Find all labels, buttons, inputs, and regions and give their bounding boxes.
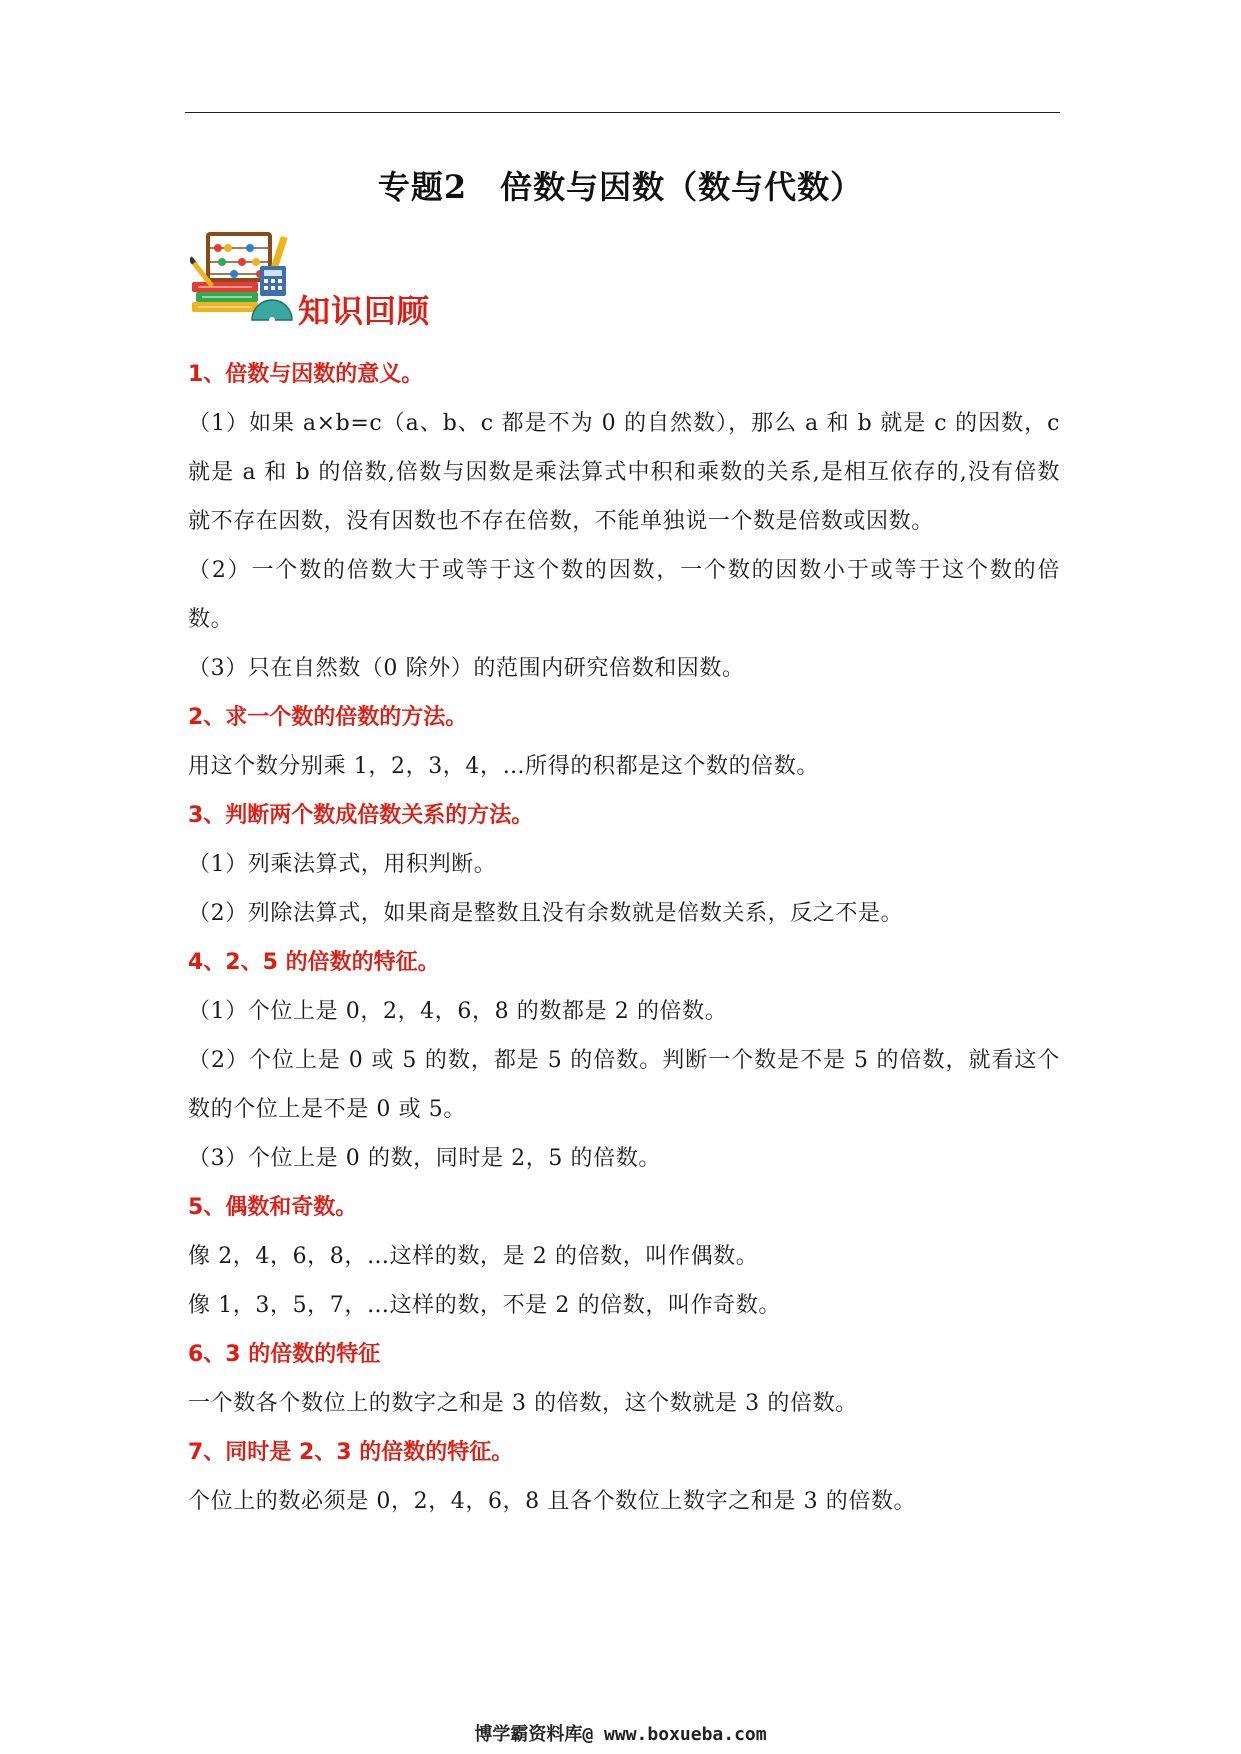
page-title: 专题2 倍数与因数（数与代数） [377,168,864,206]
footer-watermark: 博学霸资料库@ www.boxueba.com [474,1724,767,1745]
section-7 [188,1428,1060,1526]
review-title: 知识回顾 [298,292,431,330]
paragraph: （3）个位上是 0 的数，同时是 2，5 的倍数。 [188,1146,661,1171]
section-heading: 1、倍数与因数的意义。 [188,362,424,387]
header-rule [185,112,1060,113]
abacus-books-icon [190,228,300,328]
paragraph: （1）如果 a×b=c（a、b、c 都是不为 0 的自然数），那么 a 和 b 就是 c 的因数，c 就是 a 和 b 的倍数,倍数与因数是乘法算式中积和乘数的关系,是相互依存的,没有倍数就不存在因数，没有因数也不存在倍数，不能单独说一个数是倍数或因数。 [188,411,1060,534]
section-heading: 7、同时是 2、3 的倍数的特征。 [188,1440,514,1465]
paragraph: （1）个位上是 0，2，4，6，8 的数都是 2 的倍数。 [188,999,728,1024]
knowledge-review-banner [190,228,450,333]
section-heading: 6、3 的倍数的特征 [188,1342,381,1367]
section-6 [188,1330,1060,1428]
paragraph: 个位上的数必须是 0，2，4，6，8 且各个数位上数字之和是 3 的倍数。 [188,1489,917,1514]
paragraph: 像 2，4，6，8，…这样的数，是 2 的倍数，叫作偶数。 [188,1244,759,1269]
paragraph: 一个数各个数位上的数字之和是 3 的倍数，这个数就是 3 的倍数。 [188,1391,858,1416]
section-5 [188,1183,1060,1330]
section-heading: 4、2、5 的倍数的特征。 [188,950,440,975]
section-heading: 5、偶数和奇数。 [188,1195,358,1220]
section-4 [188,938,1060,1183]
paragraph: （2）一个数的倍数大于或等于这个数的因数，一个数的因数小于或等于这个数的倍数。 [188,558,1060,632]
paragraph: （2）个位上是 0 或 5 的数，都是 5 的倍数。判断一个数是不是 5 的倍数，就看这个数的个位上是不是 0 或 5。 [188,1048,1060,1122]
section-1 [188,350,1060,693]
section-2 [188,693,1060,791]
paragraph: （3）只在自然数（0 除外）的范围内研究倍数和因数。 [188,656,745,681]
paragraph: 像 1，3，5，7，…这样的数，不是 2 的倍数，叫作奇数。 [188,1293,781,1318]
section-3 [188,791,1060,938]
paragraph: （2）列除法算式，如果商是整数且没有余数就是倍数关系，反之不是。 [188,901,904,926]
knowledge-content [188,350,1060,1526]
paragraph: （1）列乘法算式，用积判断。 [188,852,497,877]
section-heading: 2、求一个数的倍数的方法。 [188,705,468,730]
section-heading: 3、判断两个数成倍数关系的方法。 [188,803,534,828]
paragraph: 用这个数分别乘 1，2，3，4，…所得的积都是这个数的倍数。 [188,754,819,779]
